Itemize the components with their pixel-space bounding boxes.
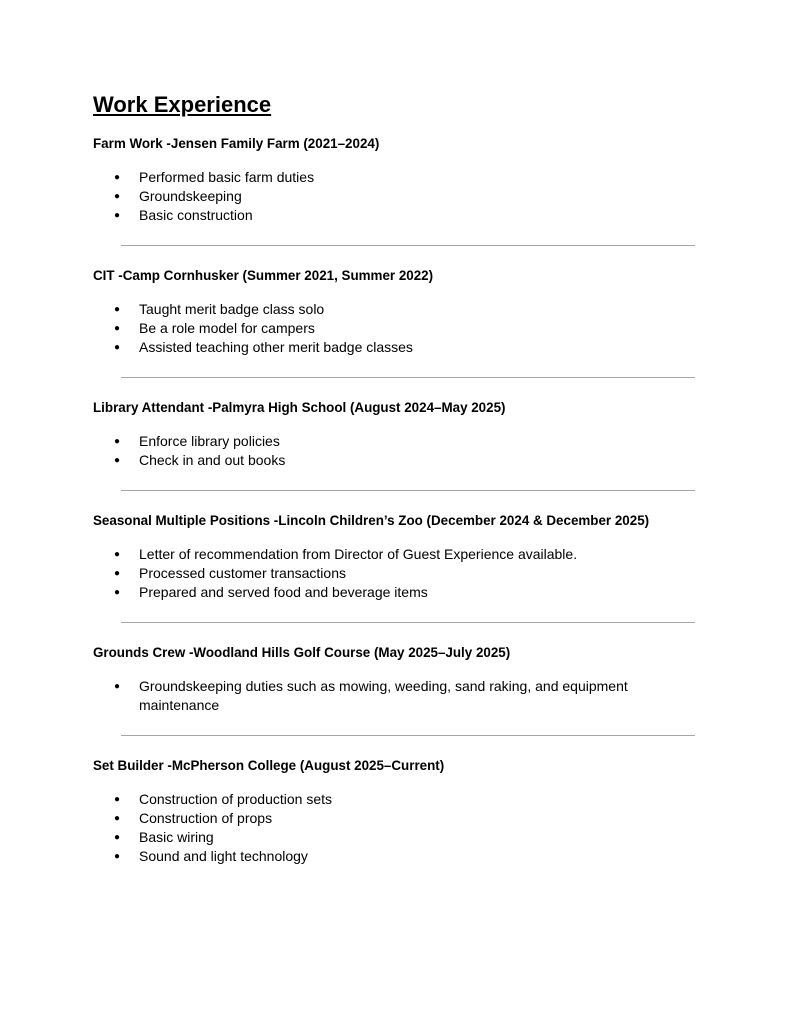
- list-item: ● Assisted teaching other merit badge classes: [139, 338, 639, 357]
- list-item: ● Construction of production sets: [139, 790, 639, 809]
- job-bullets: [93, 790, 703, 866]
- section-heading: Work Experience: [93, 92, 272, 117]
- job-entry: [93, 757, 703, 866]
- list-item: ● Check in and out books: [139, 451, 639, 470]
- divider: [121, 377, 695, 378]
- list-item: ● Performed basic farm duties: [139, 168, 639, 187]
- list-item: ● Taught merit badge class solo: [139, 300, 639, 319]
- job-title: CIT -Camp Cornhusker (Summer 2021, Summer 2022): [93, 268, 434, 283]
- divider: [121, 735, 695, 736]
- job-title: Grounds Crew -Woodland Hills Golf Course (May 2025–July 2025): [93, 645, 511, 660]
- job-title: Seasonal Multiple Positions -Lincoln Children’s Zoo (December 2024 & December 2025): [93, 513, 650, 528]
- job-entry: [93, 512, 703, 602]
- job-bullets: [93, 432, 703, 470]
- list-item: ● Be a role model for campers: [139, 319, 639, 338]
- list-item: ● Sound and light technology: [139, 847, 639, 866]
- list-item: ● Enforce library policies: [139, 432, 639, 451]
- job-title: Farm Work -Jensen Family Farm (2021–2024): [93, 136, 380, 151]
- divider: [121, 622, 695, 623]
- job-entry: [93, 399, 703, 470]
- list-item: ● Construction of props: [139, 809, 639, 828]
- divider: [121, 245, 695, 246]
- job-title: Set Builder -McPherson College (August 2025–Current): [93, 758, 445, 773]
- job-entry: [93, 267, 703, 357]
- divider: [121, 490, 695, 491]
- job-bullets: [93, 545, 703, 602]
- list-item: ● Basic wiring: [139, 828, 639, 847]
- job-title: Library Attendant -Palmyra High School (August 2024–May 2025): [93, 400, 506, 415]
- job-bullets: [93, 300, 703, 357]
- list-item: ● Groundskeeping duties such as mowing, weeding, sand raking, and equipment maintenance: [139, 677, 639, 715]
- job-entry: [93, 135, 703, 225]
- document-page: [93, 90, 703, 866]
- list-item: ● Letter of recommendation from Director of Guest Experience available.: [139, 545, 639, 564]
- job-bullets: [93, 168, 703, 225]
- job-list: [93, 135, 703, 866]
- list-item: ● Groundskeeping: [139, 187, 639, 206]
- job-entry: [93, 644, 703, 715]
- list-item: ● Processed customer transactions: [139, 564, 639, 583]
- job-bullets: [93, 677, 703, 715]
- list-item: ● Prepared and served food and beverage items: [139, 583, 639, 602]
- list-item: ● Basic construction: [139, 206, 639, 225]
